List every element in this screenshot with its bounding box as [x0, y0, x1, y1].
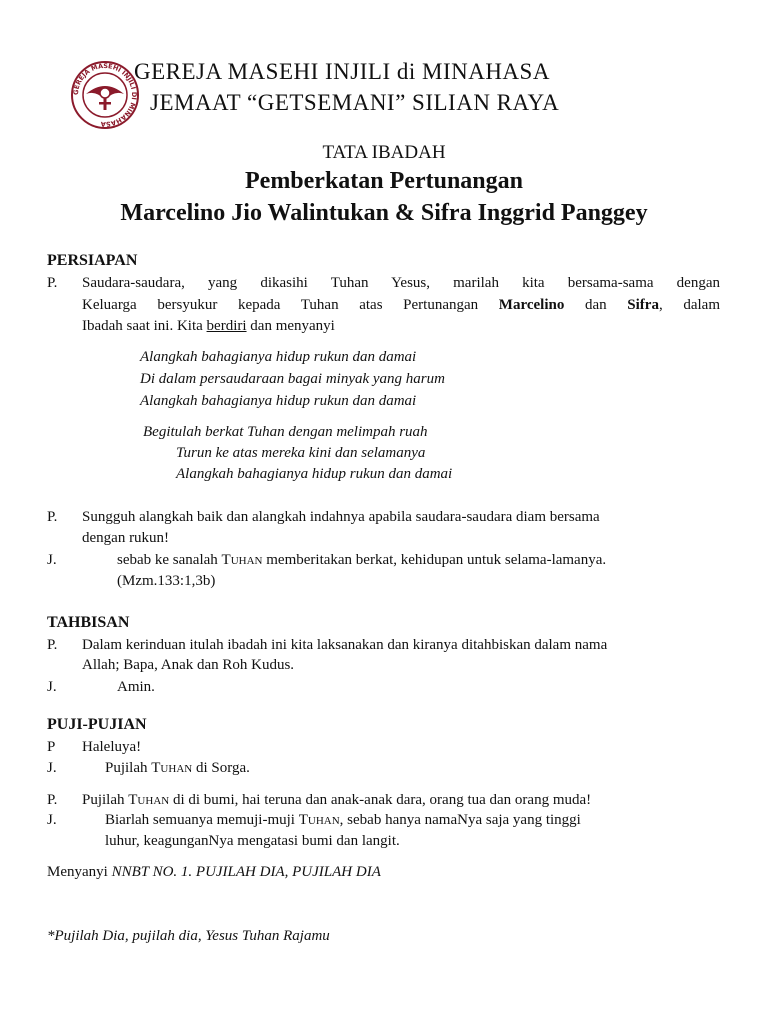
persiapan-line: Ibadah saat ini. Kita berdiri dan menyanyi	[82, 318, 335, 334]
pastor-line: Sungguh alangkah baik dan alangkah indahnya apabila saudara-saudara diam bersama	[82, 509, 600, 525]
speaker-marker: P.	[47, 275, 58, 291]
congregation-name-header: JEMAAT “GETSEMANI” SILIAN RAYA	[150, 90, 560, 115]
section-heading-persiapan: PERSIAPAN	[47, 252, 138, 269]
congregation-line: Biarlah semuanya memuji-muji Tuhan, sebab hanya namaNya saja yang tinggi	[105, 812, 581, 828]
church-name-header: GEREJA MASEHI INJILI di MINAHASA	[134, 59, 550, 84]
section-heading-tahbisan: TAHBISAN	[47, 614, 130, 631]
section-heading-puji-pujian: PUJI-PUJIAN	[47, 716, 147, 733]
speaker-marker: P.	[47, 509, 58, 525]
song-lyric-line: Alangkah bahagianya hidup rukun dan damai	[176, 466, 453, 482]
persiapan-line: Saudara-saudara, yang dikasihi Tuhan Yesus, marilah kita bersama-sama dengan	[82, 275, 720, 291]
hymn-refrain-line: *Pujilah Dia, pujilah dia, Yesus Tuhan Rajamu	[47, 928, 330, 944]
song-lyric-line: Alangkah bahagianya hidup rukun dan damai	[140, 349, 417, 365]
congregation-line: Pujilah Tuhan di Sorga.	[105, 760, 250, 776]
congregation-line: luhur, keagunganNya mengatasi bumi dan langit.	[105, 833, 400, 849]
song-lyric-line: Turun ke atas mereka kini dan selamanya	[176, 445, 426, 461]
hymn-instruction: Menyanyi NNBT NO. 1. PUJILAH DIA, PUJILAH DIA	[47, 864, 381, 880]
event-title: Pemberkatan Pertunangan	[245, 168, 523, 194]
tata-ibadah-title: TATA IBADAH	[322, 142, 446, 163]
logo-ring-text: GEREJA MASEHI INJILI DI MINAHASA	[71, 61, 139, 129]
congregation-line: sebab ke sanalah Tuhan memberitakan berkat, kehidupan untuk selama-lamanya.	[117, 552, 607, 568]
speaker-marker: J.	[47, 760, 57, 776]
pastor-line: Pujilah Tuhan di di bumi, hai teruna dan anak-anak dara, orang tua dan orang muda!	[82, 792, 592, 808]
speaker-marker: P	[47, 739, 56, 755]
congregation-line: Amin.	[117, 679, 155, 695]
pastor-line: Haleluya!	[82, 739, 142, 755]
song-lyric-line: Begitulah berkat Tuhan dengan melimpah ruah	[143, 424, 428, 440]
song-lyric-line: Di dalam persaudaraan bagai minyak yang harum	[140, 371, 445, 387]
pastor-line: Allah; Bapa, Anak dan Roh Kudus.	[82, 657, 295, 673]
song-lyric-line: Alangkah bahagianya hidup rukun dan damai	[140, 393, 417, 409]
couple-names-title: Marcelino Jio Walintukan & Sifra Inggrid Panggey	[120, 200, 648, 226]
pastor-line: Dalam kerinduan itulah ibadah ini kita laksanakan dan kiranya ditahbiskan dalam nama	[82, 637, 608, 653]
scripture-reference: (Mzm.133:1,3b)	[117, 573, 216, 589]
persiapan-line: Keluarga bersyukur kepada Tuhan atas Pertunangan Marcelino dan Sifra, dalam	[82, 297, 720, 313]
speaker-marker: J.	[47, 812, 57, 828]
speaker-marker: P.	[47, 792, 58, 808]
pastor-line: dengan rukun!	[82, 530, 170, 546]
speaker-marker: J.	[47, 552, 57, 568]
church-logo-emblem	[70, 60, 140, 130]
speaker-marker: P.	[47, 637, 58, 653]
speaker-marker: J.	[47, 679, 57, 695]
